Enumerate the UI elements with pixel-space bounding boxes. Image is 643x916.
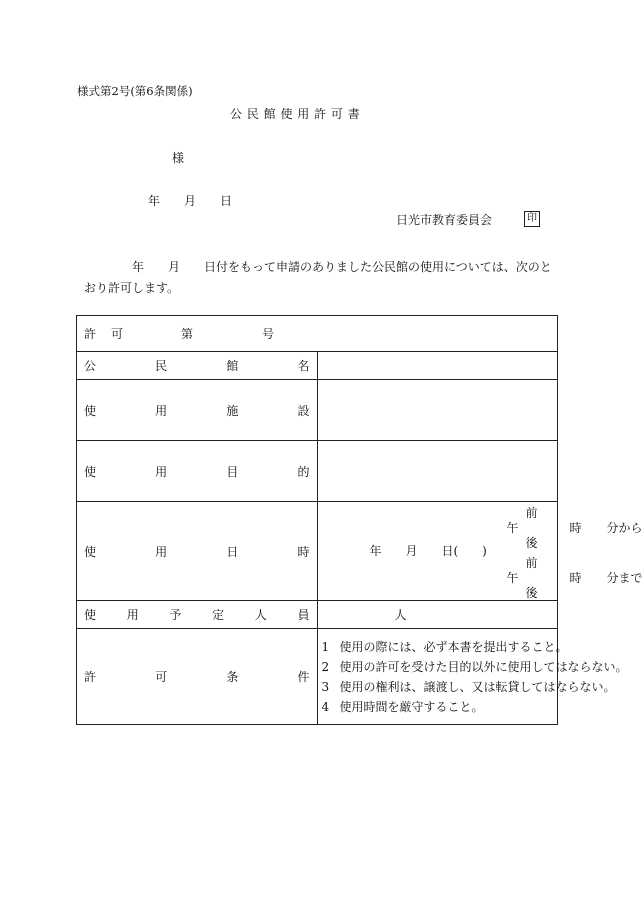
intro-line-2: おり許可します。 — [84, 281, 180, 295]
label-char: 用 — [155, 403, 168, 418]
issuer-name: 日光市教育委員会 — [396, 213, 493, 227]
condition-number: 4 — [321, 699, 330, 714]
attendees-row — [77, 601, 558, 629]
label-char: 設 — [297, 403, 310, 418]
label-char: 条 — [226, 670, 239, 684]
permit-number-row — [77, 316, 558, 352]
minute-until: 分まで — [606, 571, 643, 585]
condition-item — [321, 677, 616, 697]
permit-label-2: 可 — [111, 327, 124, 341]
permit-gou: 号 — [262, 327, 275, 341]
conditions-label — [77, 629, 318, 725]
facility-row — [77, 380, 558, 441]
purpose-field[interactable] — [317, 441, 558, 502]
label-char: 日 — [226, 544, 239, 559]
condition-text: 使用の権利は、譲渡し、又は転貸してはならない。 — [339, 679, 616, 694]
intro-line-1: 年 月 日付をもって申請のありました公民館の使用については、次のと — [132, 260, 552, 274]
label-char: 目 — [226, 464, 239, 479]
condition-number: 1 — [321, 639, 330, 654]
hall-name-row — [77, 352, 558, 380]
label-char: 公 — [84, 359, 97, 373]
label-char: 使 — [84, 544, 97, 559]
permit-number-cell — [77, 316, 558, 352]
condition-text: 使用時間を厳守すること。 — [339, 699, 484, 714]
minute-from: 分から — [606, 521, 643, 535]
facility-field[interactable] — [317, 380, 558, 441]
label-char: 人 — [254, 608, 267, 622]
attendees-field[interactable] — [317, 601, 558, 629]
hall-name-field[interactable] — [317, 352, 558, 380]
purpose-label — [77, 441, 318, 502]
form-number: 様式第2号(第6条関係) — [77, 84, 193, 98]
label-char: 使 — [84, 464, 97, 479]
hour-until: 時 — [569, 571, 582, 585]
datetime-field[interactable] — [317, 502, 643, 601]
noon-from: 午 — [506, 521, 519, 535]
conditions-row — [77, 629, 558, 725]
condition-text: 使用の許可を受けた目的以外に使用してはならない。 — [339, 659, 628, 674]
attendees-unit: 人 — [394, 608, 407, 622]
noon-until: 午 — [506, 571, 519, 585]
addressee-suffix: 様 — [172, 151, 185, 165]
am-from: 前 — [525, 506, 538, 520]
seal-mark: 印 — [524, 211, 540, 227]
label-char: 予 — [169, 608, 182, 622]
am-until: 前 — [525, 556, 538, 570]
permit-table — [76, 315, 643, 725]
label-char: 施 — [226, 403, 239, 418]
label-char: 用 — [155, 464, 168, 479]
datetime-row — [77, 502, 558, 601]
pm-from: 後 — [525, 536, 538, 550]
label-char: 可 — [155, 670, 168, 684]
issue-date: 年 月 日 — [148, 194, 233, 208]
condition-number: 3 — [321, 679, 330, 694]
label-char: 件 — [297, 670, 310, 684]
pm-until: 後 — [525, 586, 538, 600]
hour-from: 時 — [569, 521, 582, 535]
document-title: 公 民 館 使 用 許 可 書 — [230, 107, 361, 121]
label-char: 名 — [297, 359, 310, 373]
hall-name-label — [77, 352, 318, 380]
label-char: 館 — [226, 359, 239, 373]
label-char: 員 — [297, 608, 310, 622]
label-char: 民 — [155, 359, 168, 373]
permit-dai: 第 — [181, 327, 194, 341]
conditions-list — [317, 629, 628, 725]
condition-number: 2 — [321, 659, 330, 674]
usage-date: 年 月 日( ) — [369, 544, 487, 558]
label-char: 的 — [297, 464, 310, 479]
label-char: 使 — [84, 403, 97, 418]
facility-label — [77, 380, 318, 441]
condition-item — [322, 697, 558, 717]
condition-item — [321, 657, 628, 677]
label-char: 用 — [126, 608, 139, 622]
datetime-label — [77, 502, 318, 601]
label-char: 使 — [84, 608, 97, 622]
permit-label-1: 許 — [84, 327, 97, 341]
label-char: 時 — [297, 544, 310, 559]
condition-text: 使用の際には、必ず本書を提出すること。 — [339, 639, 568, 654]
condition-item — [321, 637, 568, 657]
label-char: 許 — [84, 670, 97, 684]
label-char: 定 — [212, 608, 225, 622]
purpose-row — [77, 441, 558, 502]
label-char: 用 — [155, 544, 168, 559]
attendees-label — [77, 601, 318, 629]
